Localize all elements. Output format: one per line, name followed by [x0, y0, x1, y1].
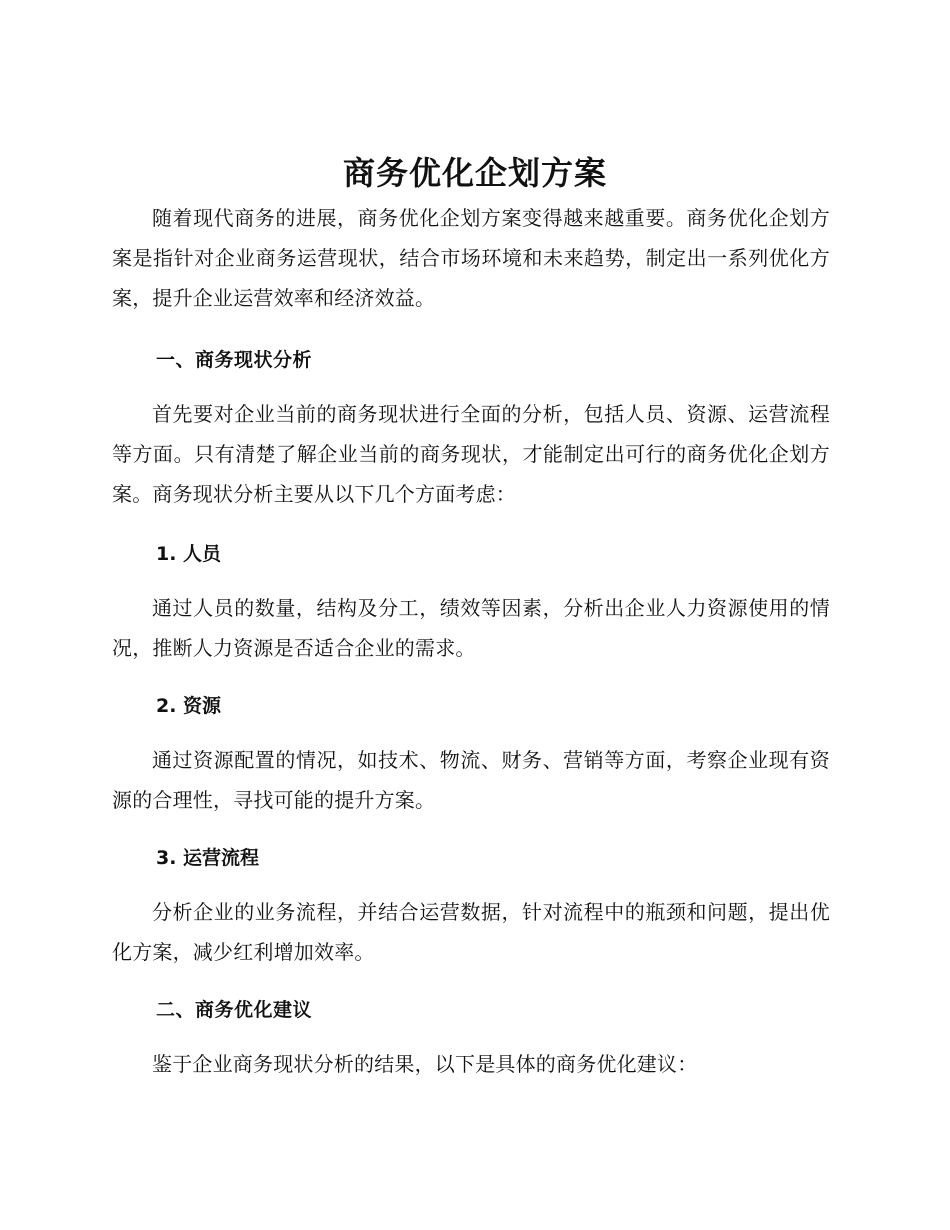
- section1-heading: 一、商务现状分析: [156, 349, 313, 371]
- document-title: 商务优化企划方案: [342, 154, 607, 192]
- section2-paragraph: 鉴于企业商务现状分析的结果，以下是具体的商务优化建议：: [152, 1052, 698, 1076]
- item3-paragraph: 分析企业的业务流程，并结合运营数据，针对流程中的瓶颈和问题，提出优化方案，减少红利增加效率。: [112, 900, 830, 964]
- item2-heading: 2. 资源: [156, 695, 222, 717]
- item2-paragraph: 通过资源配置的情况，如技术、物流、财务、营销等方面，考察企业现有资源的合理性，寻找可能的提升方案。: [112, 748, 830, 812]
- item3-heading: 3. 运营流程: [156, 847, 260, 869]
- item1-paragraph: 通过人员的数量，结构及分工，绩效等因素，分析出企业人力资源使用的情况，推断人力资源是否适合企业的需求。: [112, 596, 830, 660]
- item1-heading: 1. 人员: [156, 543, 222, 565]
- intro-paragraph: 随着现代商务的进展，商务优化企划方案变得越来越重要。商务优化企划方案是指针对企业商务运营现状，结合市场环境和未来趋势，制定出一系列优化方案，提升企业运营效率和经济效益。: [112, 206, 830, 310]
- section2-heading: 二、商务优化建议: [156, 999, 313, 1021]
- section1-paragraph: 首先要对企业当前的商务现状进行全面的分析，包括人员、资源、运营流程等方面。只有清楚了解企业当前的商务现状，才能制定出可行的商务优化企划方案。商务现状分析主要从以下几个方面考虑：: [112, 402, 830, 506]
